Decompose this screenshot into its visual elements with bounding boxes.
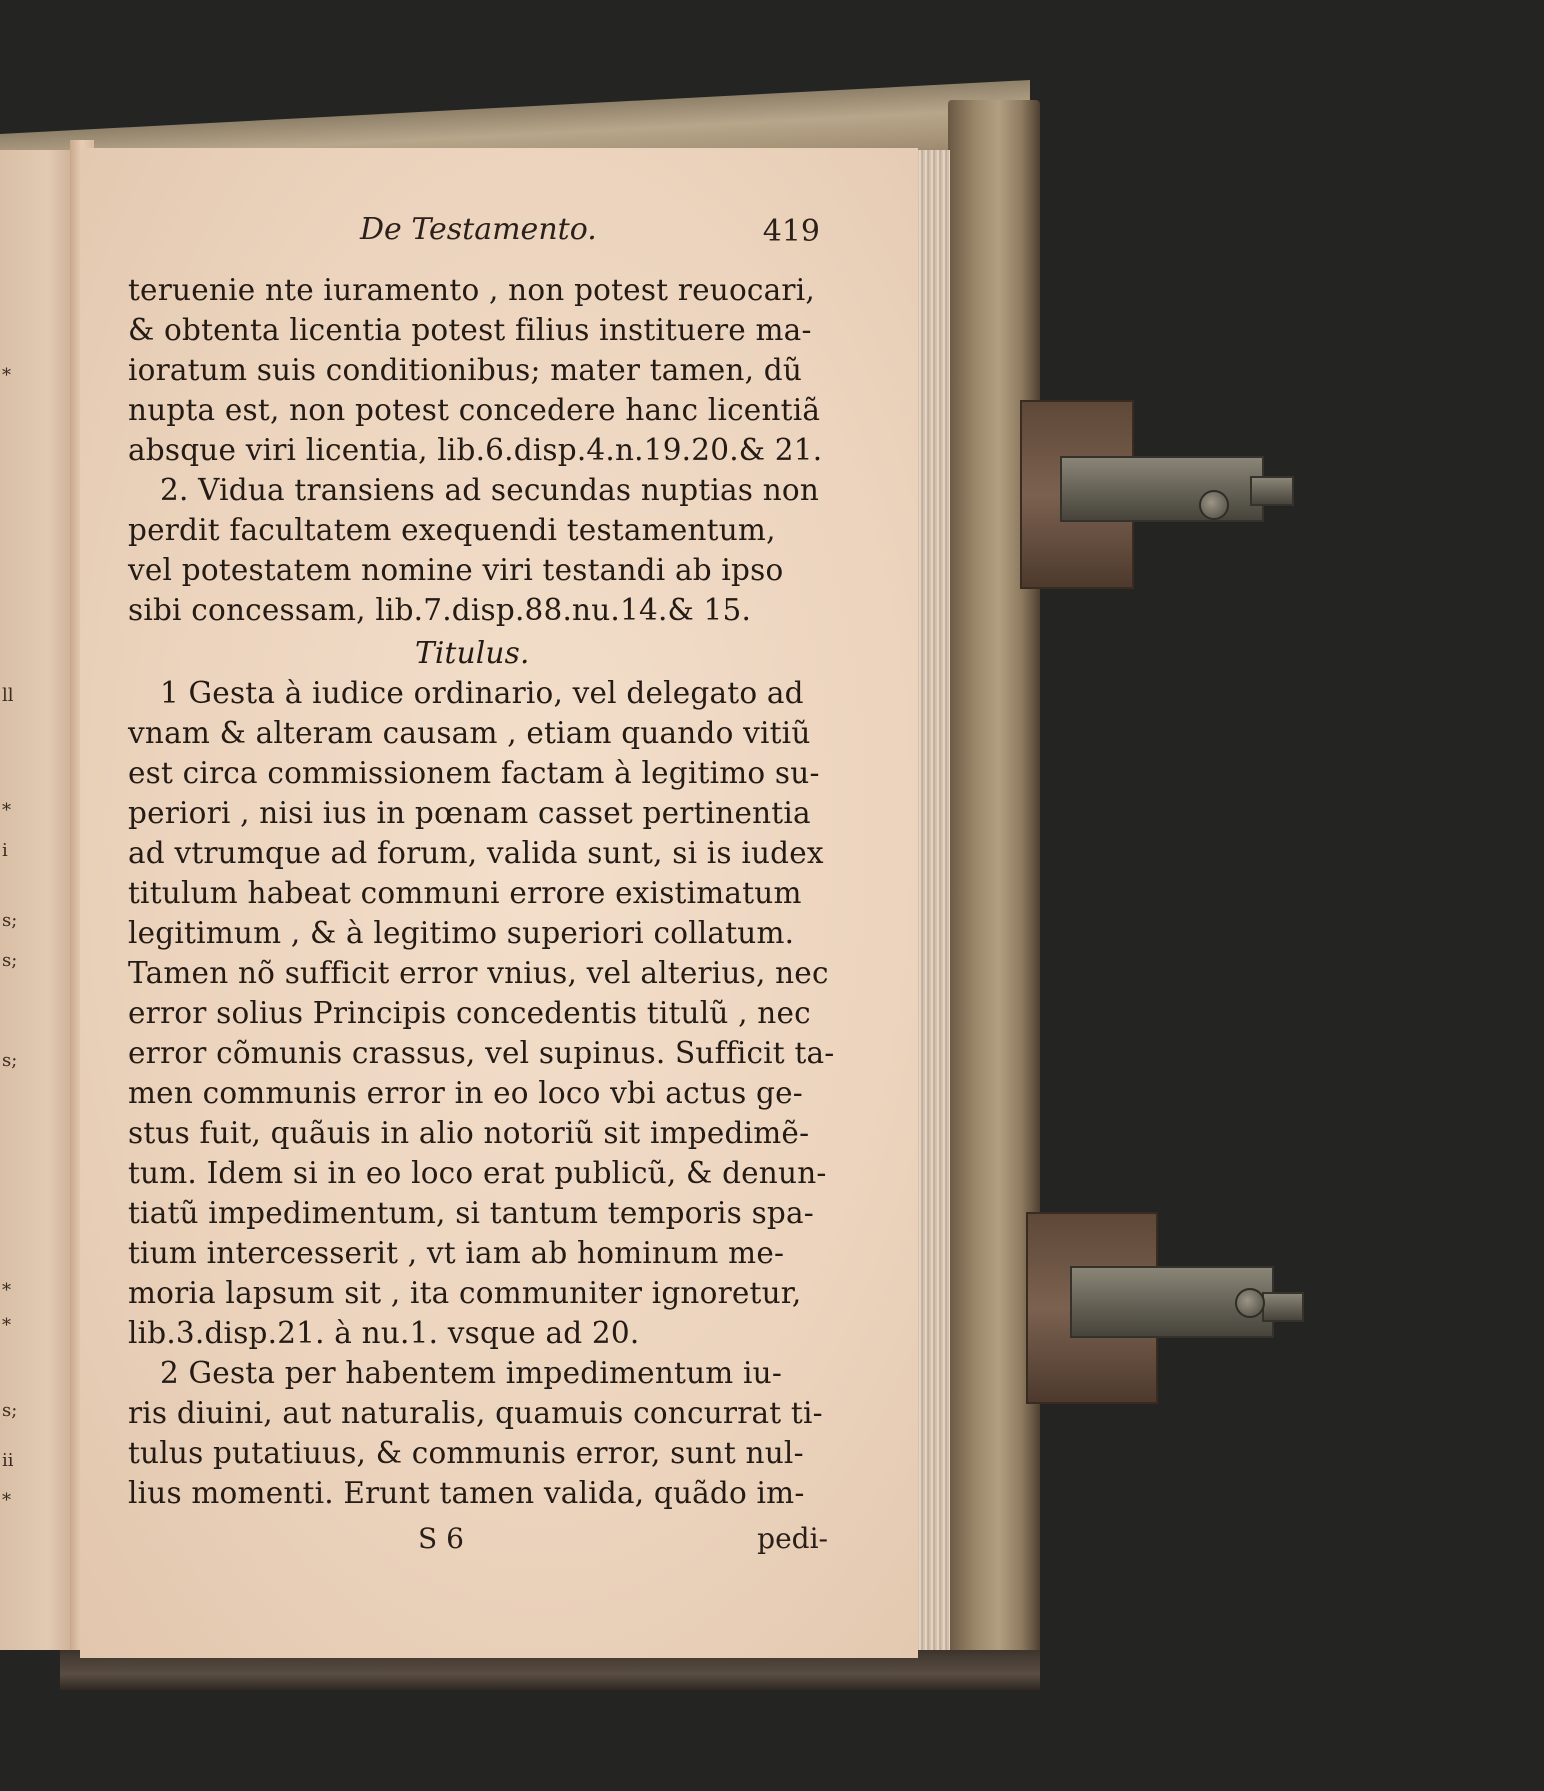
text-line: sibi concessam, lib.7.disp.88.nu.14.& 15.: [128, 593, 752, 627]
running-title: De Testamento.: [360, 212, 597, 247]
text-line: absque viri licentia, lib.6.disp.4.n.19.20.& 21.: [128, 433, 823, 467]
facing-page-margin-marks: [0, 150, 80, 1650]
text-line: vel potestatem nomine viri testandi ab ipso: [128, 553, 784, 587]
text-line: vnam & alteram causam , etiam quando vitiũ: [128, 716, 811, 750]
text-line: tium intercesserit , vt iam ab hominum me-: [128, 1236, 785, 1270]
margin-mark: *: [2, 1315, 11, 1336]
facing-page-fragment: [0, 150, 80, 1650]
upper-clasp-hook: [1250, 476, 1294, 506]
upper-clasp-metal-bar: [1060, 456, 1264, 522]
margin-mark: ll: [2, 685, 14, 706]
text-line: tiatũ impedimentum, si tantum temporis spa-: [128, 1196, 814, 1230]
text-line: tum. Idem si in eo loco erat publicũ, & denun-: [128, 1156, 827, 1190]
margin-mark: s;: [2, 1050, 18, 1071]
text-line: moria lapsum sit , ita communiter ignoretur,: [128, 1276, 802, 1310]
text-line: 2 Gesta per habentem impedimentum iu-: [160, 1356, 783, 1390]
margin-mark: s;: [2, 910, 18, 931]
running-head: [360, 212, 820, 252]
margin-mark: s;: [2, 950, 18, 971]
text-line: error cõmunis crassus, vel supinus. Sufficit ta-: [128, 1036, 835, 1070]
text-line: tulus putatiuus, & communis error, sunt nul-: [128, 1436, 804, 1470]
margin-mark: *: [2, 365, 11, 386]
text-line: est circa commissionem factam à legitimo su-: [128, 756, 820, 790]
text-line: lib.3.disp.21. à nu.1. vsque ad 20.: [128, 1316, 640, 1350]
upper-clasp-rivet: [1199, 490, 1229, 520]
text-line: ad vtrumque ad forum, valida sunt, si is iudex: [128, 836, 824, 870]
lower-clasp-hook: [1262, 1292, 1304, 1322]
margin-mark: *: [2, 1280, 11, 1301]
text-line: & obtenta licentia potest filius instituere ma-: [128, 313, 812, 347]
text-line: error solius Principis concedentis titulũ , nec: [128, 996, 811, 1030]
text-line: legitimum , & à legitimo superiori collatum.: [128, 916, 795, 950]
text-line: ioratum suis conditionibus; mater tamen, dũ: [128, 353, 803, 387]
text-line: titulum habeat communi errore existimatum: [128, 876, 802, 910]
text-line: periori , nisi ius in pœnam casset pertinentia: [128, 796, 811, 830]
lower-clasp-rivet: [1235, 1288, 1265, 1318]
section-heading: Titulus.: [415, 636, 530, 670]
text-line: teruenie nte iuramento , non potest reuocari,: [128, 273, 815, 307]
margin-mark: *: [2, 800, 11, 821]
text-line: stus fuit, quãuis in alio notoriũ sit impedimẽ-: [128, 1116, 810, 1150]
text-line: nupta est, non potest concedere hanc licentiã: [128, 393, 821, 427]
margin-mark: *: [2, 1490, 11, 1511]
text-line: ris diuini, aut naturalis, quamuis concurrat ti-: [128, 1396, 823, 1430]
margin-mark: i: [2, 840, 8, 861]
margin-mark: ii: [2, 1450, 14, 1471]
text-line: lius momenti. Erunt tamen valida, quãdo im-: [128, 1476, 805, 1510]
catchword: pedi-: [757, 1522, 828, 1555]
page-number: 419: [762, 214, 820, 249]
margin-mark: s;: [2, 1400, 18, 1421]
text-line: 1 Gesta à iudice ordinario, vel delegato ad: [160, 676, 804, 710]
text-line: men communis error in eo loco vbi actus ge-: [128, 1076, 803, 1110]
text-line: 2. Vidua transiens ad secundas nuptias non: [160, 473, 820, 507]
signature-mark: S 6: [418, 1522, 464, 1555]
text-line: Tamen nõ sufficit error vnius, vel alterius, nec: [128, 956, 829, 990]
page-footer: [128, 1522, 828, 1562]
text-line: perdit facultatem exequendi testamentum,: [128, 513, 776, 547]
book-cover-edge: [948, 100, 1040, 1675]
